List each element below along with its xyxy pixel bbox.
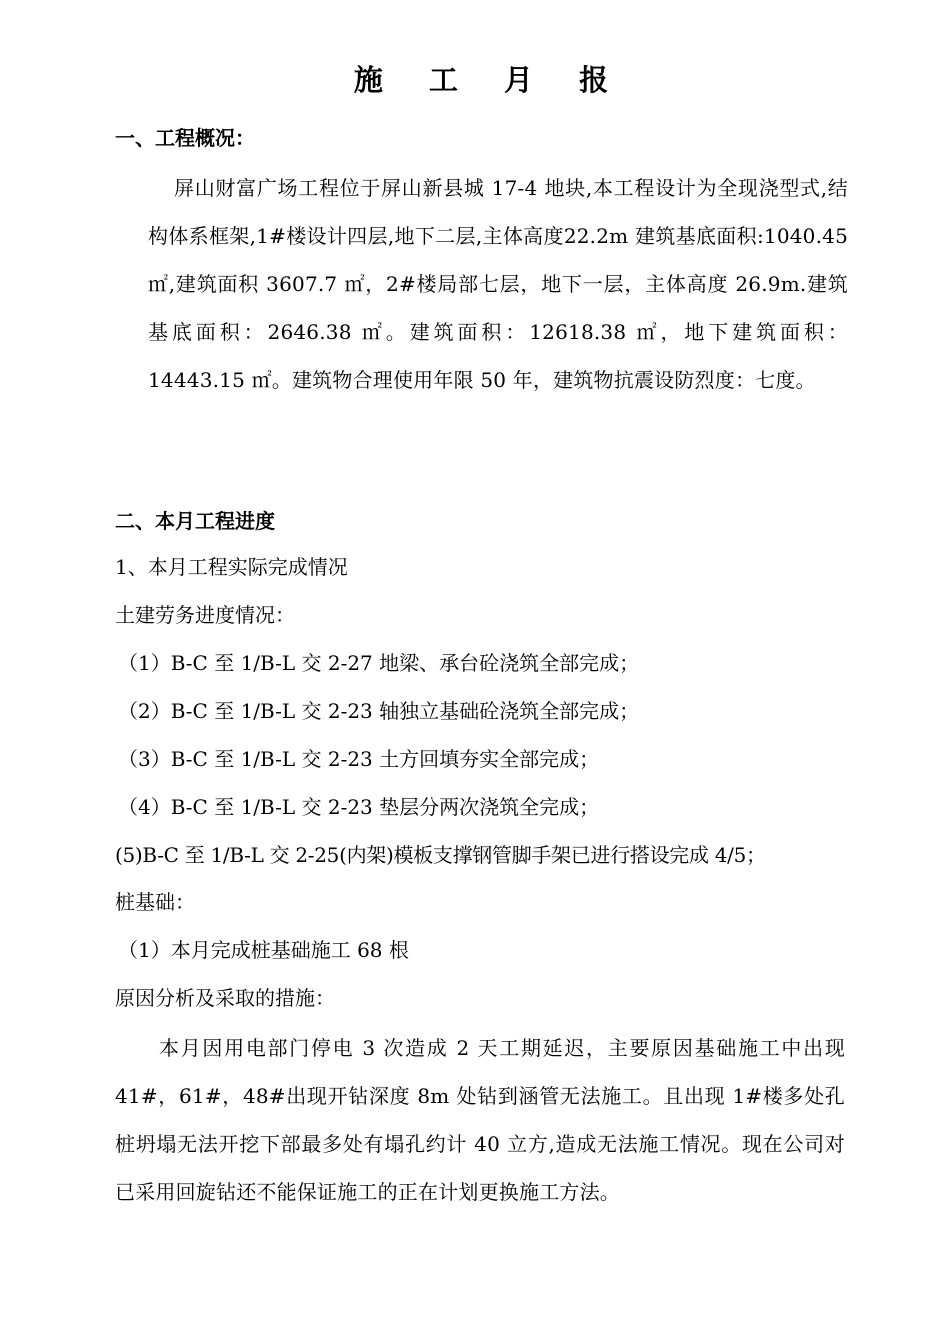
- civil-item: （3）B-C 至 1/B-L 交 2-23 土方回填夯实全部完成；: [118, 747, 600, 771]
- section2-heading: 二、本月工程进度: [115, 509, 275, 533]
- section1-heading: 一、工程概况：: [115, 126, 255, 150]
- civil-item: (5)B-C 至 1/B-L 交 2-25(内架)模板支撑钢管脚手架已进行搭设完成 4/5；: [115, 843, 766, 867]
- project-overview-paragraph: 屏山财富广场工程位于屏山新县城 17-4 地块,本工程设计为全现浇型式,结构体系框架,1#楼设计四层,地下二层,主体高度22.2m 建筑基底面积:1040.45 ㎡,建筑面积 3607.7 ㎡，2#楼局部七层，地下一层，主体高度 26.9m.建筑基底面积：2646.38 ㎡。建筑面积：12618.38 ㎡，地下建筑面积：14443.15 ㎡。建筑物合理使用年限 50 年，建筑物抗震设防烈度：七度。: [148, 176, 848, 392]
- civil-item: （1）B-C 至 1/B-L 交 2-27 地梁、承台砼浇筑全部完成；: [118, 651, 640, 675]
- pile-item: （1）本月完成桩基础施工 68 根: [118, 938, 409, 962]
- actual-completion-subheading: 1、本月工程实际完成情况: [115, 555, 348, 579]
- civil-progress-label: 土建劳务进度情况：: [115, 603, 295, 627]
- report-title: 施 工 月 报: [353, 63, 627, 97]
- civil-item: （4）B-C 至 1/B-L 交 2-23 垫层分两次浇筑全完成；: [118, 795, 600, 819]
- analysis-label: 原因分析及采取的措施：: [115, 986, 335, 1010]
- pile-foundation-label: 桩基础：: [115, 890, 195, 914]
- civil-item: （2）B-C 至 1/B-L 交 2-23 轴独立基础砼浇筑全部完成；: [118, 699, 640, 723]
- analysis-paragraph: 本月因用电部门停电 3 次造成 2 天工期延迟，主要原因基础施工中出现 41#，61#，48#出现开钻深度 8m 处钻到涵管无法施工。且出现 1#楼多处孔桩坍塌无法开挖下部最多处有塌孔约计 40 立方,造成无法施工情况。现在公司对已采用回旋钻还不能保证施工的正在计划更换施工方法。: [115, 1036, 845, 1204]
